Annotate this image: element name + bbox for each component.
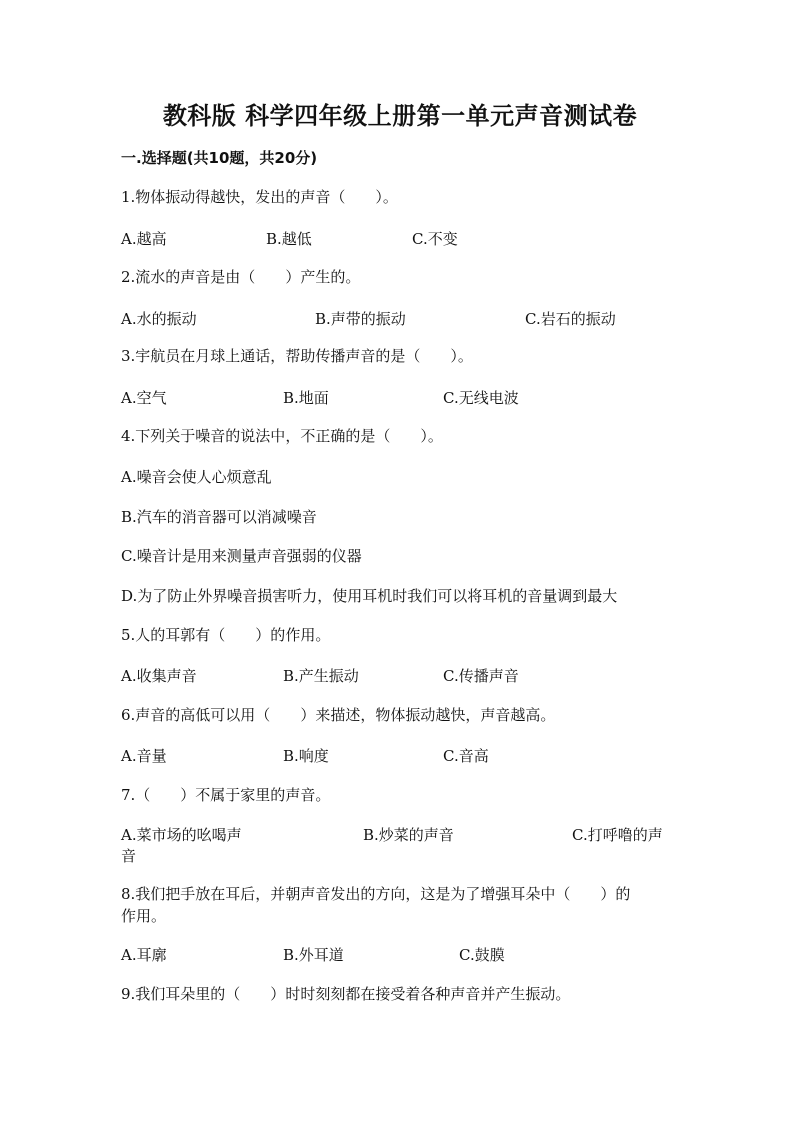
question-1-option-c: C.不变: [412, 230, 458, 248]
question-6-option-a: A.音量: [121, 747, 167, 765]
question-7-option-c-wrap: 音: [121, 847, 137, 865]
question-2-option-b: B.声带的振动: [315, 310, 406, 328]
question-7-stem: 7.（ ）不属于家里的声音。: [121, 786, 331, 804]
question-2-option-c: C.岩石的振动: [525, 310, 616, 328]
question-1-option-a: A.越高: [121, 230, 167, 248]
question-8-stem: 8.我们把手放在耳后，并朝声音发出的方向，这是为了增强耳朵中（ ）的: [121, 885, 631, 903]
section-heading: 一.选择题(共10题，共20分): [121, 149, 318, 167]
question-7-option-b: B.炒菜的声音: [363, 826, 454, 844]
question-5-option-c: C.传播声音: [443, 667, 519, 685]
question-1-stem: 1.物体振动得越快，发出的声音（ ）。: [121, 188, 398, 206]
question-8-option-c: C.鼓膜: [459, 946, 505, 964]
question-8-stem-continued: 作用。: [121, 907, 167, 925]
question-7-option-c: C.打呼噜的声: [572, 826, 663, 844]
question-4-option-a: A.噪音会使人心烦意乱: [121, 468, 272, 486]
question-8-option-a: A.耳廓: [121, 946, 167, 964]
question-4-stem: 4.下列关于噪音的说法中，不正确的是（ ）。: [121, 427, 443, 445]
page-title: 教科版 科学四年级上册第一单元声音测试卷: [162, 102, 638, 130]
question-2-option-a: A.水的振动: [121, 310, 197, 328]
question-5-option-a: A.收集声音: [121, 667, 197, 685]
question-3-option-b: B.地面: [283, 389, 329, 407]
question-1-option-b: B.越低: [266, 230, 312, 248]
question-4-option-d: D.为了防止外界噪音损害听力，使用耳机时我们可以将耳机的音量调到最大: [121, 587, 618, 605]
question-3-stem: 3.宇航员在月球上通话，帮助传播声音的是（ ）。: [121, 347, 473, 365]
question-8-option-b: B.外耳道: [283, 946, 344, 964]
question-9-stem: 9.我们耳朵里的（ ）时时刻刻都在接受着各种声音并产生振动。: [121, 985, 571, 1003]
question-5-stem: 5.人的耳郭有（ ）的作用。: [121, 626, 331, 644]
question-3-option-c: C.无线电波: [443, 389, 519, 407]
question-3-option-a: A.空气: [121, 389, 167, 407]
question-2-stem: 2.流水的声音是由（ ）产生的。: [121, 268, 361, 286]
question-7-option-a: A.菜市场的吆喝声: [121, 826, 242, 844]
question-6-option-c: C.音高: [443, 747, 489, 765]
question-4-option-b: B.汽车的消音器可以消减噪音: [121, 508, 317, 526]
question-6-stem: 6.声音的高低可以用（ ）来描述，物体振动越快，声音越高。: [121, 706, 556, 724]
question-4-option-c: C.噪音计是用来测量声音强弱的仪器: [121, 547, 362, 565]
question-5-option-b: B.产生振动: [283, 667, 359, 685]
question-6-option-b: B.响度: [283, 747, 329, 765]
